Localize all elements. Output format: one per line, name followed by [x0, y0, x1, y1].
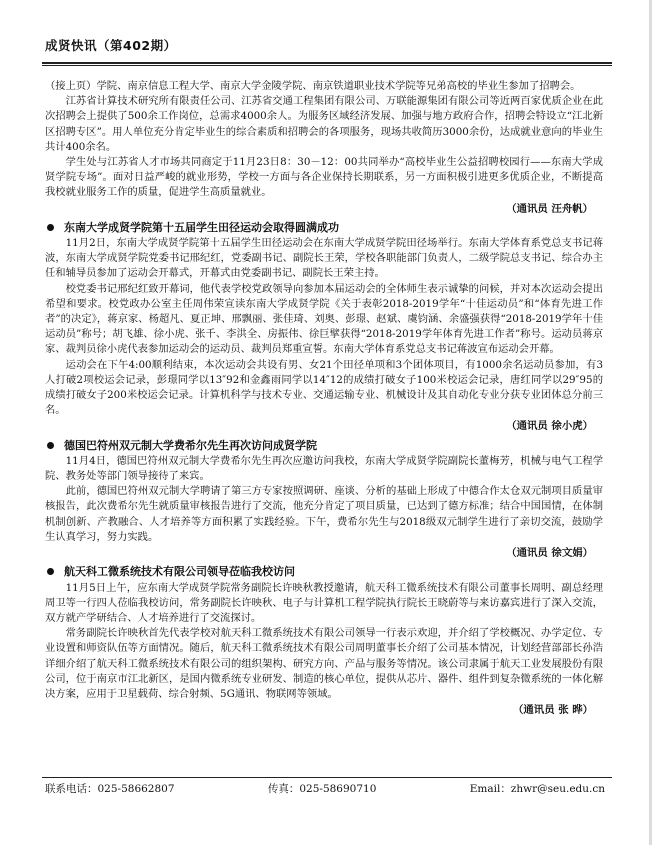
body-paragraph: 11月4日，德国巴符州双元制大学费希尔先生再次应邀访问我校，东南大学成贤学院副院长董梅芳，机械与电气工程学院、教务处等部门领导接待了来宾。 [45, 454, 603, 483]
footer-phone: 联系电话：025-58662807 [45, 783, 175, 795]
header-rule-thin [42, 65, 612, 66]
footer-email: Email：zhwr@seu.edu.cn [469, 783, 605, 795]
section-title-sports-meet [45, 220, 603, 235]
footer-rule [42, 777, 612, 778]
reporter-signature: （通讯员 汪舟帆） [506, 202, 593, 215]
body-paragraph: 学生处与江苏省人才市场共同商定于11月23日8：30－12：00共同举办“高校毕业生公益招聘校园行——东南大学成贤学院专场”。面对日益严峻的就业形势，学校一方面与各企业保持长期联系，另一方面积极引进更多优质企业，不断提高我校就业服务工作的质量，促进学生高质量就业。 [45, 156, 603, 199]
bullet-icon [47, 224, 54, 231]
body-paragraph: 11月2日，东南大学成贤学院第十五届学生田径运动会在东南大学成贤学院田径场举行。东南大学体育系党总支书记蒋波，东南大学成贤学院党委书记邢纪红，党委副书记、副院长王荣，学校各职能部门负责人，二级学院总支书记、综合办主任和辅导员参加了运动会开幕式，开幕式由党委副书记、副院长王荣主持。 [45, 237, 603, 280]
reporter-signature: （通讯员 徐文娟） [506, 547, 593, 560]
section-title-text: 德国巴符州双元制大学费希尔先生再次访问成贤学院 [64, 438, 317, 452]
footer-contact [45, 781, 605, 796]
continued-paragraph: （接上页）学院、南京信息工程大学、南京大学金陵学院、南京铁道职业技术学院等兄弟高校的毕业生参加了招聘会。 [45, 80, 581, 92]
section-title-aerospace-visit [45, 564, 603, 579]
section-title-german-visit [45, 438, 603, 453]
bullet-icon [47, 442, 54, 449]
bullet-icon [47, 568, 54, 575]
reporter-signature: （通讯员 徐小虎） [506, 420, 593, 433]
newsletter-header: 成贤快讯（第402期） [45, 38, 177, 53]
body-paragraph: 常务副院长许映秋首先代表学校对航天科工微系统技术有限公司领导一行表示欢迎，并介绍了学校概况、办学定位、专业设置和师资队伍等方面情况。随后，航天科工微系统技术有限公司周明董事长介绍了公司基本情况，计划经营部部长孙浩详细介绍了航天科工微系统技术有限公司的组织架构、研究方向、产品与服务等情况。该公司隶属于航天工业发展股份有限公司，位于南京市江北新区，是国内微系统专业研发、制造的核心单位，提供从芯片、器件、组件到复杂微系统的一体化解决方案，应用于卫星载荷、综合射频、5G通讯、物联网等领域。 [45, 627, 603, 700]
section-title-text: 航天科工微系统技术有限公司领导莅临我校访问 [64, 565, 295, 579]
reporter-signature: （通讯员 张 晔） [513, 704, 593, 717]
article-body [45, 79, 603, 721]
section-title-text: 东南大学成贤学院第十五届学生田径运动会取得圆满成功 [64, 220, 339, 234]
header-rule [42, 62, 612, 64]
footer-fax: 传真：025-58690710 [267, 783, 377, 795]
body-paragraph: 江苏省计算技术研究所有限责任公司、江苏省交通工程集团有限公司、万联能源集团有限公司等近两百家优质企业在此次招聘会上提供了500余工作岗位，总需求4000余人。为服务区域经济发展、加强与地方政府合作，招聘会特设立“江北新区招聘专区”。用人单位充分肯定毕业生的综合素质和招聘会的各项服务，现场共收简历3000余份，达成就业意向的毕业生共计400余名。 [45, 95, 603, 153]
body-paragraph: 校党委书记邢纪红致开幕词，他代表学校党政领导向参加本届运动会的全体师生表示诚挚的问候，并对本次运动会提出希望和要求。校党政办公室主任周伟荣宣读东南大学成贤学院《关于表彰2018-2019学年“十佳运动员”和“体育先进工作者”的决定》，蒋京家、杨超凡、夏正坤、邢飘丽、张佳琦、刘奥、彭璟、赵斌、虞钧涵、余盛强获得“2018-2019学年十佳运动员”称号；胡飞雄、徐小虎、张千、李洪全、房振伟、徐巨擘获得“2018-2019学年体育先进工作者”称号。运动员蒋京家、裁判员徐小虎代表参加运动会的运动员、裁判员郑重宣誓。东南大学体育系党总支书记蒋波宣布运动会开幕。 [45, 282, 603, 356]
body-paragraph: 运动会在下午4:00顺利结束，本次运动会共设有男、女21个田径单项和3个团体项目，有1000余名运动员参加，有3人打破2项校运会记录，彭璟同学以13″92和金鑫雨同学以14″12的成绩打破女子100米校运会记录，唐红同学以29″95的成绩打破女子200米校运会记录。计算机科学与技术专业、交通运输专业、机械设计及其自动化专业分获专业团体总分前三名。 [45, 358, 603, 417]
body-paragraph: 此前，德国巴符州双元制大学聘请了第三方专家按照调研、座谈、分析的基础上形成了中德合作太仓双元制项目质量审核报告，此次费希尔先生就质量审核报告进行了交流，他充分肯定了项目质量，已达到了德方标准；结合中国国情，在体制机制创新、产教融合、人才培养等方面积累了实践经验。下午，费希尔先生与2018级双元制学生进行了亲切交流，鼓励学生认真学习，努力实践。 [45, 485, 603, 543]
body-paragraph: 11月5日上午，应东南大学成贤学院常务副院长许映秋教授邀请，航天科工微系统技术有限公司董事长周明、副总经理周卫等一行四人莅临我校访问，常务副院长许映秋、电子与计算机工程学院执行院长王晓蔚等与来访嘉宾进行了深入交流，双方就产学研结合、人才培养进行了交流探讨。 [45, 581, 603, 624]
